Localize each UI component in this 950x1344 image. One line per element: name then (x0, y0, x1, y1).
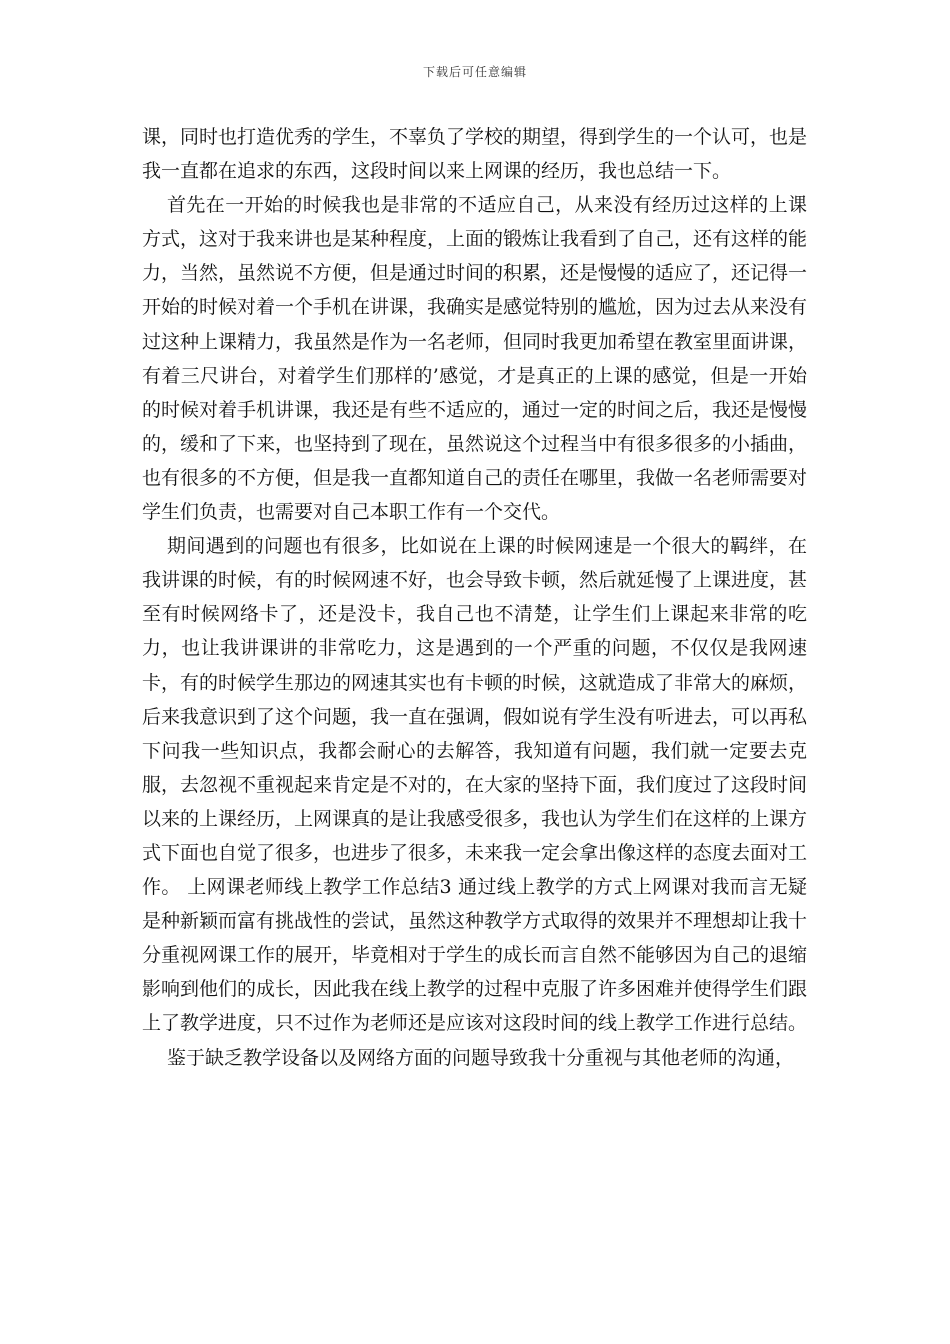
paragraph-3: 期间遇到的问题也有很多，比如说在上课的时候网速是一个很大的羁绊，在我讲课的时候，有的时候网速不好，也会导致卡顿，然后就延慢了上课进度，甚至有时候网络卡了，还是没卡，我自己也不清楚，让学生们上课起来非常的吃力，也让我讲课讲的非常吃力，这是遇到的一个严重的问题，不仅仅是我网速卡，有的时候学生那边的网速其实也有卡顿的时候，这就造成了非常大的麻烦，后来我意识到了这个问题，我一直在强调，假如说有学生没有听进去，可以再私下问我一些知识点，我都会耐心的去解答，我知道有问题，我们就一定要去克服，去忽视不重视起来肯定是不对的，在大家的坚持下面，我们度过了这段时间以来的上课经历，上网课真的是让我感受很多，我也认为学生们在这样的上课方式下面也自觉了很多，也进步了很多，未来我一定会拿出像这样的态度去面对工作。 上网课老师线上教学工作总结3 通过线上教学的方式上网课对我而言无疑是种新颖而富有挑战性的尝试，虽然这种教学方式取得的效果并不理想却让我十分重视网课工作的展开，毕竟相对于学生的成长而言自然不能够因为自己的退缩影响到他们的成长，因此我在线上教学的过程中克服了许多困难并使得学生们跟上了教学进度，只不过作为老师还是应该对这段时间的线上教学工作进行总结。 (142, 535, 808, 1035)
document-body (142, 120, 807, 1075)
paragraph-4: 鉴于缺乏教学设备以及网络方面的问题导致我十分重视与其他老师的沟通， (167, 1046, 795, 1069)
page-header: 下载后可任意编辑 (422, 65, 527, 79)
paragraph-1: 课，同时也打造优秀的学生，不辜负了学校的期望，得到学生的一个认可，也是我一直都在追求的东西，这段时间以来上网课的经历，我也总结一下。 (142, 126, 808, 183)
paragraph-2: 首先在一开始的时候我也是非常的不适应自己，从来没有经历过这样的上课方式，这对于我来讲也是某种程度，上面的锻炼让我看到了自己，还有这样的能力，当然，虽然说不方便，但是通过时间的积累，还是慢慢的适应了，还记得一开始的时候对着一个手机在讲课，我确实是感觉特别的尴尬，因为过去从来没有过这种上课精力，我虽然是作为一名老师，但同时我更加希望在教室里面讲课，有着三尺讲台，对着学生们那样的’感觉，才是真正的上课的感觉，但是一开始的时候对着手机讲课，我还是有些不适应的，通过一定的时间之后，我还是慢慢的，缓和了下来，也坚持到了现在，虽然说这个过程当中有很多很多的小插曲，也有很多的不方便，但是我一直都知道自己的责任在哪里，我做一名老师需要对学生们负责，也需要对自己本职工作有一个交代。 (142, 194, 808, 524)
